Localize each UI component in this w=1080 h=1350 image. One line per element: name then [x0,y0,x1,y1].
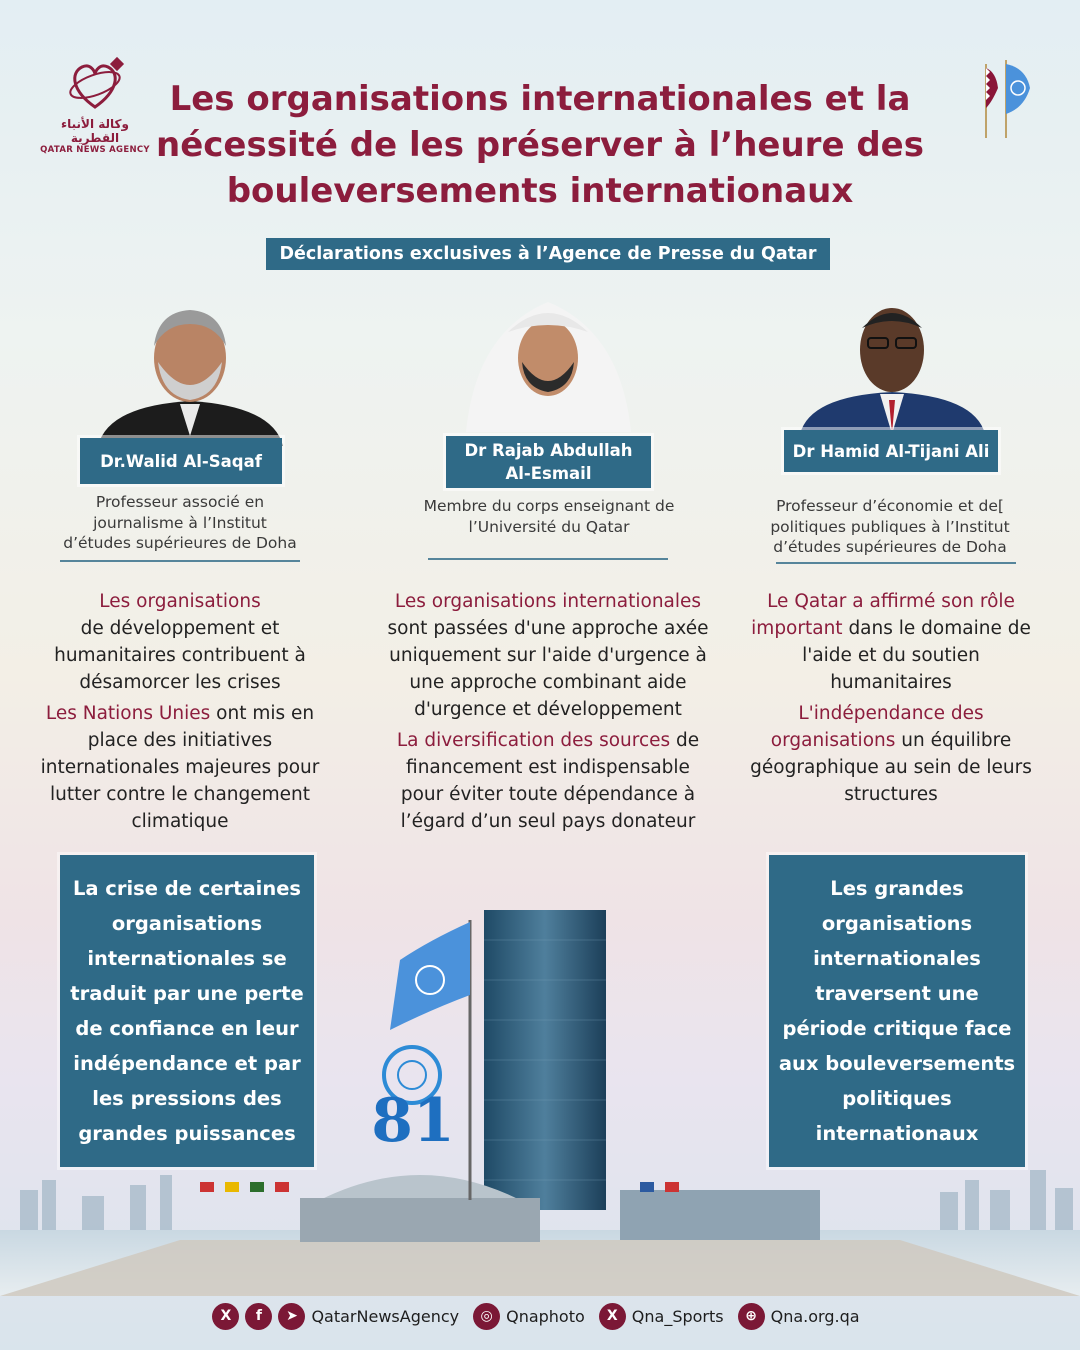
divider-2 [428,558,668,560]
left-point-2-text: ont mis en place des initiatives internationales majeures pour lutter contre le changement climatique [40,703,320,832]
agency-name-ar: وكالة الأنباء القطرية [61,117,129,145]
left-points [30,588,330,839]
right-point-2-accent: L'indépendance des organisations [770,703,984,751]
agency-name-en: QATAR NEWS AGENCY [40,145,150,155]
speaker-name-1: Dr.Walid Al-Saqaf [80,438,282,484]
qna-logo [40,55,150,155]
right-point-2 [738,700,1044,808]
left-point-1 [30,588,330,696]
speaker-role-3-line: politiques publiques à l’Institut [770,517,1010,536]
qatar-un-flags-icon [976,58,1032,138]
speaker-photo-3 [790,292,995,434]
speaker-name-2 [446,436,651,488]
right-point-1-text: dans le domaine de l'aide et du soutien humanitaires [802,618,1031,693]
social-handle-photo[interactable]: Qnaphoto [506,1306,585,1326]
right-point-1-accent: Le Qatar a affirmé son rôle important [751,591,1015,639]
right-point-2-text: un équilibre géographique au sein de leurs structures [750,730,1032,805]
telegram-icon[interactable]: ➤ [278,1303,305,1330]
speaker-role-2 [396,496,702,537]
social-handle-sports[interactable]: Qna_Sports [631,1306,724,1326]
speaker-photo-2 [446,292,651,432]
left-point-1-text: de développement et humanitaires contribuent à désamorcer les crises [54,618,306,693]
right-point-1 [738,588,1044,696]
x-icon[interactable]: X [212,1303,239,1330]
center-point-2-text: de financement est indispensable pour éviter toute dépendance à l’égard d’un seul pays donateur [400,730,700,832]
center-point-1 [380,588,716,723]
center-points [380,588,716,839]
globe-icon[interactable]: ⊕ [738,1303,765,1330]
left-point-2-accent: Les Nations Unies [45,703,211,724]
left-point-2 [30,700,330,835]
speaker-role-1-line: d’études supérieures de Doha [63,534,297,552]
speaker-name-2-line: Dr Rajab Abdullah [464,441,633,460]
speaker-role-1-line: Professeur associé en [95,493,265,511]
speaker-name-2-line: Al-Esmail [505,464,592,483]
website-link[interactable]: Qna.org.qa [770,1306,860,1326]
qna-emblem-icon [60,55,130,115]
subtitle-banner: Déclarations exclusives à l’Agence de Presse du Qatar [266,238,830,270]
title-line-1: Les organisations internationales et la [169,79,911,119]
social-handle-qna[interactable]: QatarNewsAgency [311,1306,460,1326]
instagram-icon[interactable]: ◎ [473,1303,500,1330]
center-point-1-accent: Les organisations internationales [394,591,702,612]
title-line-3: bouleversements internationaux [226,171,854,211]
anniversary-number: 81 [371,1086,455,1156]
speaker-role-3-line: Professeur d’économie et de[ [776,497,1004,515]
divider-1 [60,560,300,562]
title-line-2: nécessité de les préserver à l’heure des [156,125,924,165]
person-avatar-icon [88,296,293,446]
left-callout: La crise de certaines organisations internationales se traduit par une perte de confiance en leur indépendance et par les pressions des grandes puissances [60,855,314,1167]
person-avatar-icon [446,292,651,432]
speaker-role-1 [40,492,320,554]
speaker-role-3 [748,496,1032,558]
page-title [150,76,930,214]
left-point-1-accent: Les organisations [99,591,261,612]
speaker-photo-1 [88,296,293,446]
speaker-role-3-line: d’études supérieures de Doha [773,538,1007,556]
center-point-1-text: sont passées d'une approche axée uniquement sur l'aide d'urgence à une approche combinant aide d'urgence et développement [387,618,709,720]
speaker-name-3: Dr Hamid Al-Tijani Ali [784,430,998,472]
speaker-role-2-line: l’Université du Qatar [468,517,630,536]
center-point-2-accent: La diversification des sources [396,730,671,751]
divider-3 [776,562,1016,564]
person-avatar-icon [790,292,995,434]
speaker-role-2-line: Membre du corps enseignant de [423,497,675,515]
speaker-role-1-line: journalisme à l’Institut [93,513,267,532]
social-footer [0,1296,1080,1336]
right-callout: Les grandes organisations internationales traversent une période critique face aux bouleversements politiques internationaux [769,855,1025,1167]
right-points [738,588,1044,812]
facebook-icon[interactable]: f [245,1303,272,1330]
center-point-2 [380,727,716,835]
x-icon[interactable]: X [599,1303,626,1330]
